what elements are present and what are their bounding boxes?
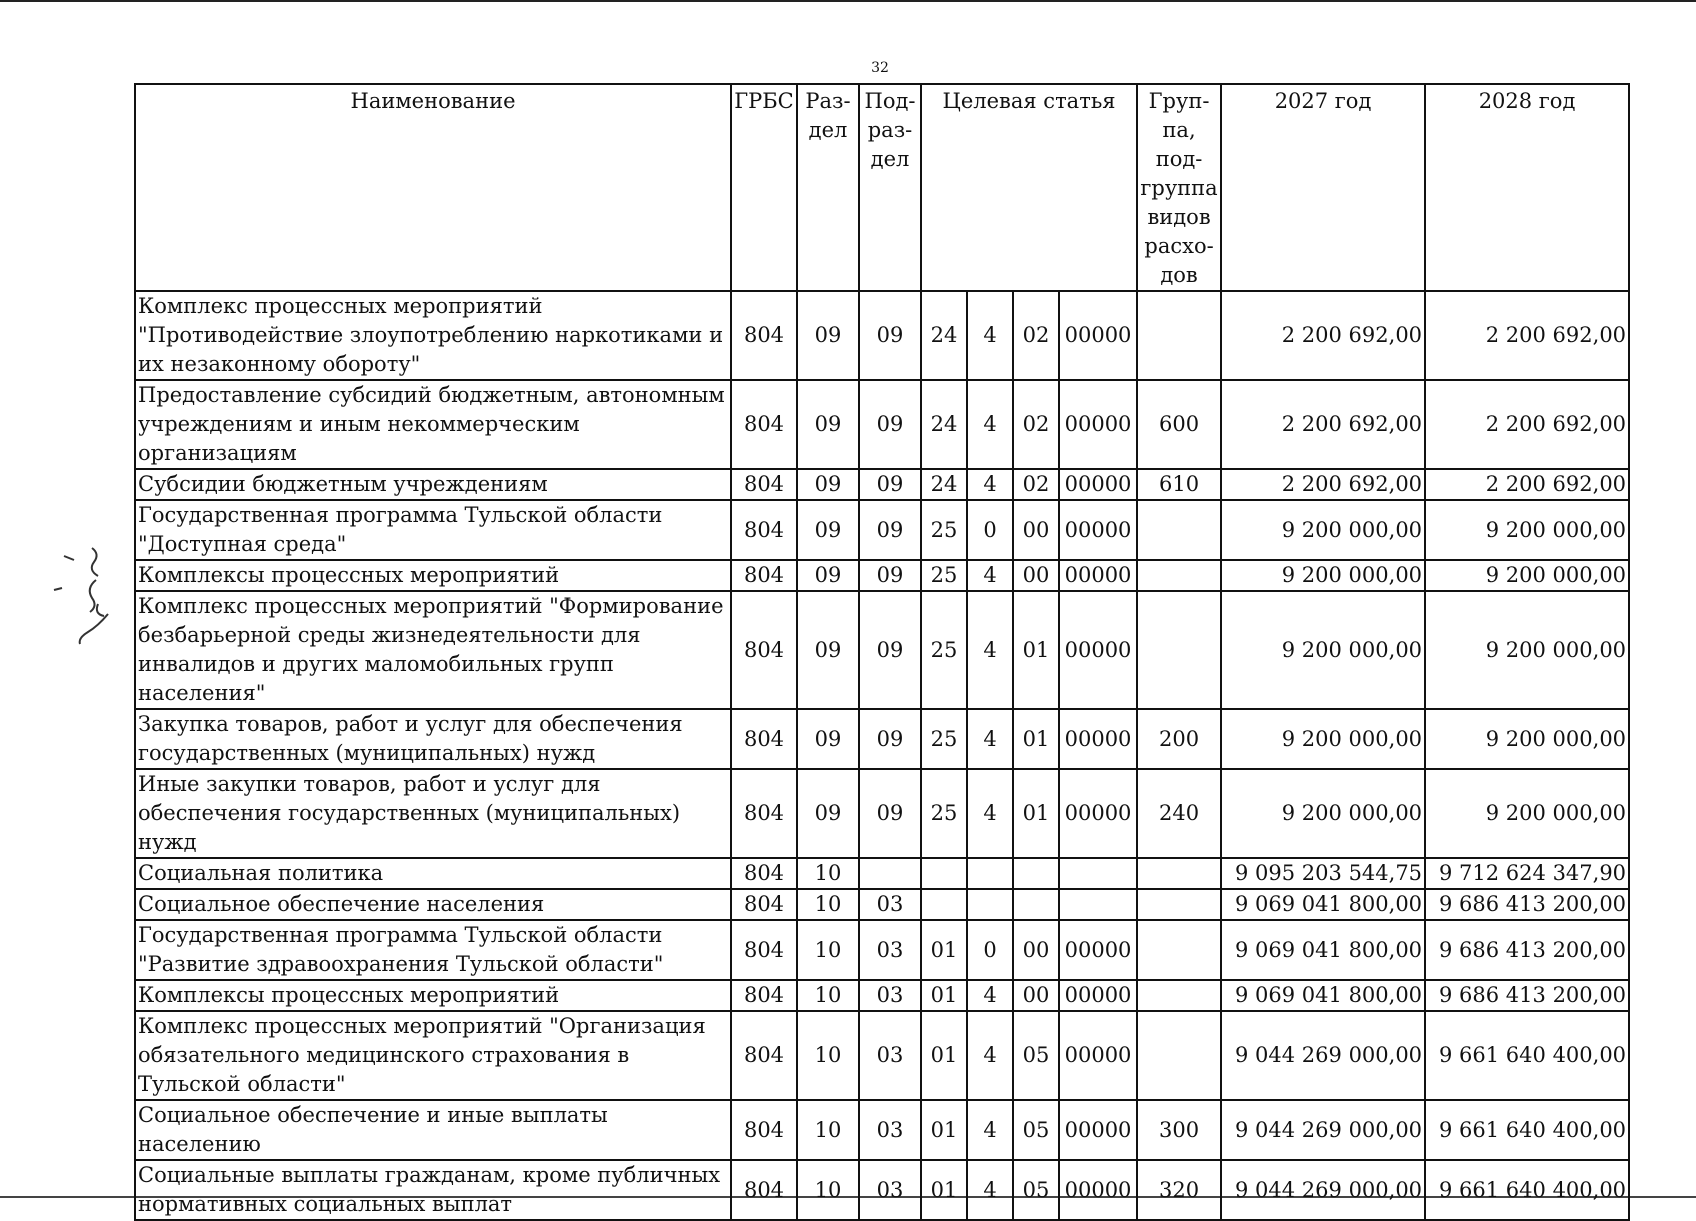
cell-name: Закупка товаров, работ и услуг для обеспечения государственных (муниципальных) нужд [135,709,731,769]
cell-amount-2027: 9 069 041 800,00 [1221,889,1425,920]
cell-amount-2027: 9 200 000,00 [1221,591,1425,709]
cell-target-direction: 00000 [1059,980,1137,1011]
cell-target-subprogram: 05 [1013,1011,1059,1100]
cell-grbs: 804 [731,380,797,469]
header-year-2028: 2028 год [1425,84,1629,291]
cell-target-direction: 00000 [1059,1100,1137,1160]
cell-target-subprogram: 01 [1013,591,1059,709]
table-row [135,500,1629,560]
cell-target-direction: 00000 [1059,380,1137,469]
cell-grbs: 804 [731,980,797,1011]
cell-amount-2028: 9 200 000,00 [1425,500,1629,560]
table-row [135,858,1629,889]
cell-target-program: 01 [921,1011,967,1100]
cell-amount-2027: 9 044 269 000,00 [1221,1100,1425,1160]
cell-amount-2028: 9 661 640 400,00 [1425,1100,1629,1160]
cell-razdel: 10 [797,1160,859,1220]
cell-amount-2028: 9 200 000,00 [1425,560,1629,591]
cell-amount-2028: 2 200 692,00 [1425,469,1629,500]
cell-target-direction: 00000 [1059,769,1137,858]
table-row [135,560,1629,591]
cell-name: Государственная программа Тульской области "Развитие здравоохранения Тульской области" [135,920,731,980]
cell-grbs: 804 [731,889,797,920]
cell-grbs: 804 [731,920,797,980]
cell-podrazdel: 09 [859,709,921,769]
cell-name: Социальное обеспечение населения [135,889,731,920]
cell-target-program [921,889,967,920]
cell-podrazdel: 09 [859,560,921,591]
cell-grbs: 804 [731,500,797,560]
cell-target-subprogram: 00 [1013,560,1059,591]
cell-amount-2027: 9 200 000,00 [1221,500,1425,560]
cell-grbs: 804 [731,1100,797,1160]
cell-name: Социальная политика [135,858,731,889]
cell-target-type: 4 [967,1160,1013,1220]
cell-podrazdel: 03 [859,980,921,1011]
cell-target-subprogram: 00 [1013,980,1059,1011]
header-grbs: ГРБС [731,84,797,291]
cell-razdel: 10 [797,858,859,889]
cell-target-direction: 00000 [1059,560,1137,591]
cell-razdel: 09 [797,591,859,709]
table-row [135,1011,1629,1100]
cell-target-direction: 00000 [1059,469,1137,500]
cell-grbs: 804 [731,1011,797,1100]
cell-razdel: 10 [797,1100,859,1160]
cell-podrazdel: 09 [859,291,921,380]
cell-name: Социальное обеспечение и иные выплаты населению [135,1100,731,1160]
cell-expense-group [1137,500,1221,560]
cell-target-type: 4 [967,1011,1013,1100]
cell-amount-2027: 2 200 692,00 [1221,380,1425,469]
cell-razdel: 10 [797,889,859,920]
cell-grbs: 804 [731,769,797,858]
cell-name: Комплекс процессных мероприятий "Формирование безбарьерной среды жизнедеятельности для инвалидов и других маломобильных групп населения" [135,591,731,709]
cell-name: Иные закупки товаров, работ и услуг для обеспечения государственных (муниципальных) нужд [135,769,731,858]
cell-amount-2027: 9 200 000,00 [1221,709,1425,769]
cell-target-program: 25 [921,769,967,858]
cell-target-direction: 00000 [1059,500,1137,560]
cell-amount-2027: 9 069 041 800,00 [1221,980,1425,1011]
cell-target-subprogram [1013,858,1059,889]
cell-target-type: 4 [967,291,1013,380]
cell-expense-group: 600 [1137,380,1221,469]
cell-target-subprogram: 02 [1013,380,1059,469]
cell-target-type: 4 [967,560,1013,591]
header-year-2027: 2027 год [1221,84,1425,291]
table-row [135,1100,1629,1160]
cell-target-type: 4 [967,980,1013,1011]
cell-target-type: 4 [967,380,1013,469]
cell-amount-2028: 9 661 640 400,00 [1425,1011,1629,1100]
cell-expense-group: 610 [1137,469,1221,500]
cell-razdel: 09 [797,769,859,858]
cell-target-program: 24 [921,469,967,500]
table-row [135,291,1629,380]
cell-name: Комплекс процессных мероприятий "Организация обязательного медицинского страхования в Тульской области" [135,1011,731,1100]
cell-name: Комплексы процессных мероприятий [135,980,731,1011]
cell-podrazdel: 03 [859,1160,921,1220]
header-podrazdel: Под- раз- дел [859,84,921,291]
header-expense-group: Груп- па, под- группа видов расхо- дов [1137,84,1221,291]
cell-target-direction [1059,889,1137,920]
cell-target-subprogram: 00 [1013,500,1059,560]
cell-amount-2027: 9 044 269 000,00 [1221,1011,1425,1100]
cell-target-type [967,858,1013,889]
page-number: 32 [871,60,889,76]
cell-expense-group [1137,291,1221,380]
cell-target-type: 4 [967,1100,1013,1160]
cell-expense-group: 200 [1137,709,1221,769]
cell-target-program: 01 [921,1160,967,1220]
cell-podrazdel: 09 [859,591,921,709]
cell-podrazdel: 03 [859,920,921,980]
cell-target-program: 24 [921,380,967,469]
cell-expense-group [1137,920,1221,980]
cell-amount-2027: 9 095 203 544,75 [1221,858,1425,889]
table-row [135,769,1629,858]
cell-razdel: 10 [797,920,859,980]
cell-target-subprogram: 00 [1013,920,1059,980]
cell-target-program: 01 [921,1100,967,1160]
cell-amount-2028: 9 686 413 200,00 [1425,920,1629,980]
cell-amount-2028: 2 200 692,00 [1425,291,1629,380]
cell-target-direction: 00000 [1059,291,1137,380]
cell-razdel: 09 [797,291,859,380]
cell-name: Комплекс процессных мероприятий "Противодействие злоупотреблению наркотиками и их незаконному обороту" [135,291,731,380]
cell-target-subprogram: 05 [1013,1160,1059,1220]
cell-amount-2027: 9 200 000,00 [1221,560,1425,591]
cell-target-type: 4 [967,709,1013,769]
cell-target-type: 0 [967,500,1013,560]
cell-target-direction: 00000 [1059,920,1137,980]
cell-podrazdel: 03 [859,1100,921,1160]
cell-amount-2028: 9 200 000,00 [1425,591,1629,709]
cell-name: Субсидии бюджетным учреждениям [135,469,731,500]
cell-target-program: 25 [921,560,967,591]
cell-target-type: 4 [967,769,1013,858]
cell-target-program: 25 [921,709,967,769]
cell-grbs: 804 [731,591,797,709]
cell-razdel: 10 [797,980,859,1011]
cell-podrazdel [859,858,921,889]
table-row [135,469,1629,500]
cell-target-program [921,858,967,889]
cell-podrazdel: 09 [859,469,921,500]
table-row [135,980,1629,1011]
header-razdel: Раз- дел [797,84,859,291]
cell-razdel: 09 [797,380,859,469]
cell-target-subprogram: 05 [1013,1100,1059,1160]
cell-razdel: 10 [797,1011,859,1100]
cell-expense-group [1137,889,1221,920]
cell-target-subprogram: 02 [1013,469,1059,500]
cell-amount-2028: 9 200 000,00 [1425,709,1629,769]
page-top-border [0,0,1696,2]
cell-amount-2027: 9 069 041 800,00 [1221,920,1425,980]
cell-expense-group [1137,591,1221,709]
cell-amount-2028: 9 200 000,00 [1425,769,1629,858]
cell-target-program: 25 [921,591,967,709]
cell-expense-group [1137,1011,1221,1100]
table-row [135,920,1629,980]
cell-podrazdel: 09 [859,380,921,469]
budget-table [134,83,1630,1221]
cell-expense-group: 320 [1137,1160,1221,1220]
cell-amount-2027: 9 200 000,00 [1221,769,1425,858]
cell-razdel: 09 [797,560,859,591]
cell-target-subprogram: 01 [1013,709,1059,769]
cell-amount-2028: 9 686 413 200,00 [1425,889,1629,920]
header-target-article: Целевая статья [921,84,1137,291]
header-name: Наименование [135,84,731,291]
table-row [135,889,1629,920]
table-row [135,380,1629,469]
cell-amount-2027: 9 044 269 000,00 [1221,1160,1425,1220]
cell-grbs: 804 [731,858,797,889]
cell-target-type: 4 [967,591,1013,709]
cell-target-type [967,889,1013,920]
cell-target-type: 0 [967,920,1013,980]
cell-podrazdel: 09 [859,769,921,858]
cell-amount-2028: 2 200 692,00 [1425,380,1629,469]
cell-amount-2028: 9 712 624 347,90 [1425,858,1629,889]
cell-razdel: 09 [797,500,859,560]
handwritten-mark [52,540,132,650]
cell-amount-2027: 2 200 692,00 [1221,291,1425,380]
cell-grbs: 804 [731,560,797,591]
cell-grbs: 804 [731,1160,797,1220]
cell-razdel: 09 [797,709,859,769]
cell-podrazdel: 03 [859,1011,921,1100]
table-header-row [135,84,1629,291]
cell-target-direction: 00000 [1059,1160,1137,1220]
cell-target-direction: 00000 [1059,1011,1137,1100]
cell-target-subprogram [1013,889,1059,920]
cell-target-subprogram: 01 [1013,769,1059,858]
cell-target-direction: 00000 [1059,591,1137,709]
cell-expense-group: 240 [1137,769,1221,858]
cell-target-program: 25 [921,500,967,560]
cell-target-type: 4 [967,469,1013,500]
table-row [135,709,1629,769]
table-row [135,1160,1629,1220]
cell-name: Предоставление субсидий бюджетным, автономным учреждениям и иным некоммерческим организациям [135,380,731,469]
cell-podrazdel: 09 [859,500,921,560]
cell-amount-2027: 2 200 692,00 [1221,469,1425,500]
cell-amount-2028: 9 661 640 400,00 [1425,1160,1629,1220]
cell-amount-2028: 9 686 413 200,00 [1425,980,1629,1011]
cell-razdel: 09 [797,469,859,500]
cell-grbs: 804 [731,469,797,500]
cell-name: Комплексы процессных мероприятий [135,560,731,591]
cell-grbs: 804 [731,709,797,769]
cell-expense-group: 300 [1137,1100,1221,1160]
cell-name: Социальные выплаты гражданам, кроме публичных нормативных социальных выплат [135,1160,731,1220]
cell-target-program: 01 [921,980,967,1011]
cell-expense-group [1137,858,1221,889]
cell-target-direction [1059,858,1137,889]
cell-target-direction: 00000 [1059,709,1137,769]
cell-target-program: 24 [921,291,967,380]
cell-target-subprogram: 02 [1013,291,1059,380]
cell-grbs: 804 [731,291,797,380]
cell-name: Государственная программа Тульской области "Доступная среда" [135,500,731,560]
table-row [135,591,1629,709]
cell-target-program: 01 [921,920,967,980]
cell-expense-group [1137,560,1221,591]
cell-expense-group [1137,980,1221,1011]
cell-podrazdel: 03 [859,889,921,920]
